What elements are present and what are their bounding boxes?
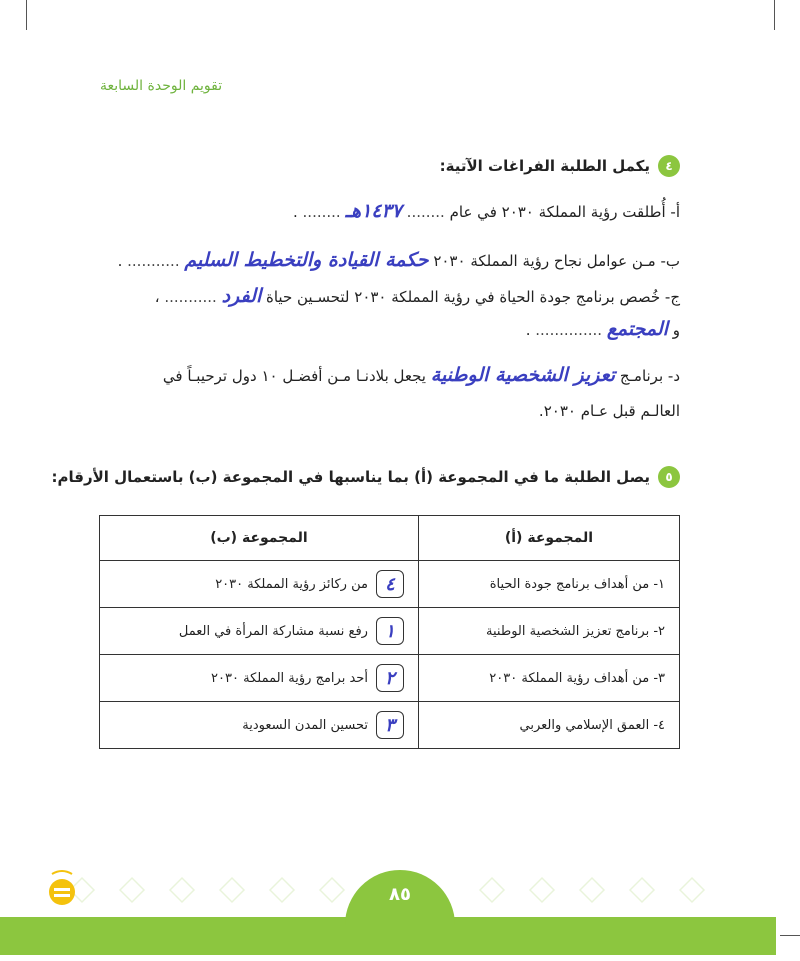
handwritten-answer: المجتمع — [606, 318, 668, 340]
col-b-cell: ٢ أحد برامج رؤية المملكة ٢٠٣٠ — [100, 655, 419, 702]
table-row — [100, 608, 680, 655]
page-header: تقويم الوحدة السابعة — [100, 78, 223, 94]
answer-box: ٢ — [376, 664, 404, 692]
answer-box: ٣ — [376, 711, 404, 739]
q4-line-a: أ- أُطلقت رؤية المملكة ٢٠٣٠ في عام ........ ١٤٣٧هـ ........ . — [292, 200, 680, 222]
col-a-cell: ٣- من أهداف رؤية المملكة ٢٠٣٠ — [418, 655, 679, 702]
table-row — [100, 702, 680, 749]
col-a-cell: ١- من أهداف برنامج جودة الحياة — [418, 561, 679, 608]
answer-box: ٤ — [376, 570, 404, 598]
col-a-cell: ٢- برنامج تعزيز الشخصية الوطنية — [418, 608, 679, 655]
question-number-badge: ٥ — [658, 466, 680, 488]
matching-table — [99, 515, 680, 749]
crop-mark — [780, 935, 800, 936]
q4-line-c2: و المجتمع .............. . — [525, 318, 680, 340]
ministry-logo-icon — [44, 868, 80, 908]
q4-line-b: ب- مـن عوامل نجاح رؤية المملكة ٢٠٣٠ حكمة القيادة والتخطيط السليم ........... . — [117, 249, 680, 271]
table-row — [100, 561, 680, 608]
crop-mark — [26, 0, 27, 30]
question-5-heading — [52, 466, 680, 488]
handwritten-answer: ١٤٣٧هـ — [345, 200, 402, 222]
table-row — [100, 655, 680, 702]
page-number: ٨٥ — [345, 870, 455, 940]
question-title: يصل الطلبة ما في المجموعة (أ) بما يناسبها في المجموعة (ب) باستعمال الأرقام: — [51, 468, 650, 486]
col-b-cell: ٤ من ركائز رؤية المملكة ٢٠٣٠ — [100, 561, 419, 608]
question-4-heading — [440, 155, 680, 177]
col-a-cell: ٤- العمق الإسلامي والعربي — [418, 702, 679, 749]
question-number-badge: ٤ — [658, 155, 680, 177]
handwritten-answer: حكمة القيادة والتخطيط السليم — [184, 249, 429, 271]
question-title: يكمل الطلبة الفراغات الآتية: — [439, 157, 650, 175]
col-b-cell: ٣ تحسين المدن السعودية — [100, 702, 419, 749]
col-b-cell: ١ رفع نسبة مشاركة المرأة في العمل — [100, 608, 419, 655]
col-a-header: المجموعة (أ) — [418, 516, 679, 561]
handwritten-answer: الفرد — [221, 285, 262, 307]
q4-line-d: د- برنامـج تعزيز الشخصية الوطنية يجعل بلادنـا مـن أفضـل ١٠ دول ترحيبـاً في — [162, 364, 680, 386]
crop-mark — [774, 0, 775, 30]
handwritten-answer: تعزيز الشخصية الوطنية — [430, 364, 616, 386]
q4-line-d2: العالـم قبل عـام ٢٠٣٠. — [538, 402, 680, 420]
col-b-header: المجموعة (ب) — [100, 516, 419, 561]
q4-line-c: ج- خُصص برنامج جودة الحياة في رؤية المملكة ٢٠٣٠ لتحسـين حياة الفرد ........... ، — [154, 285, 680, 307]
answer-box: ١ — [376, 617, 404, 645]
